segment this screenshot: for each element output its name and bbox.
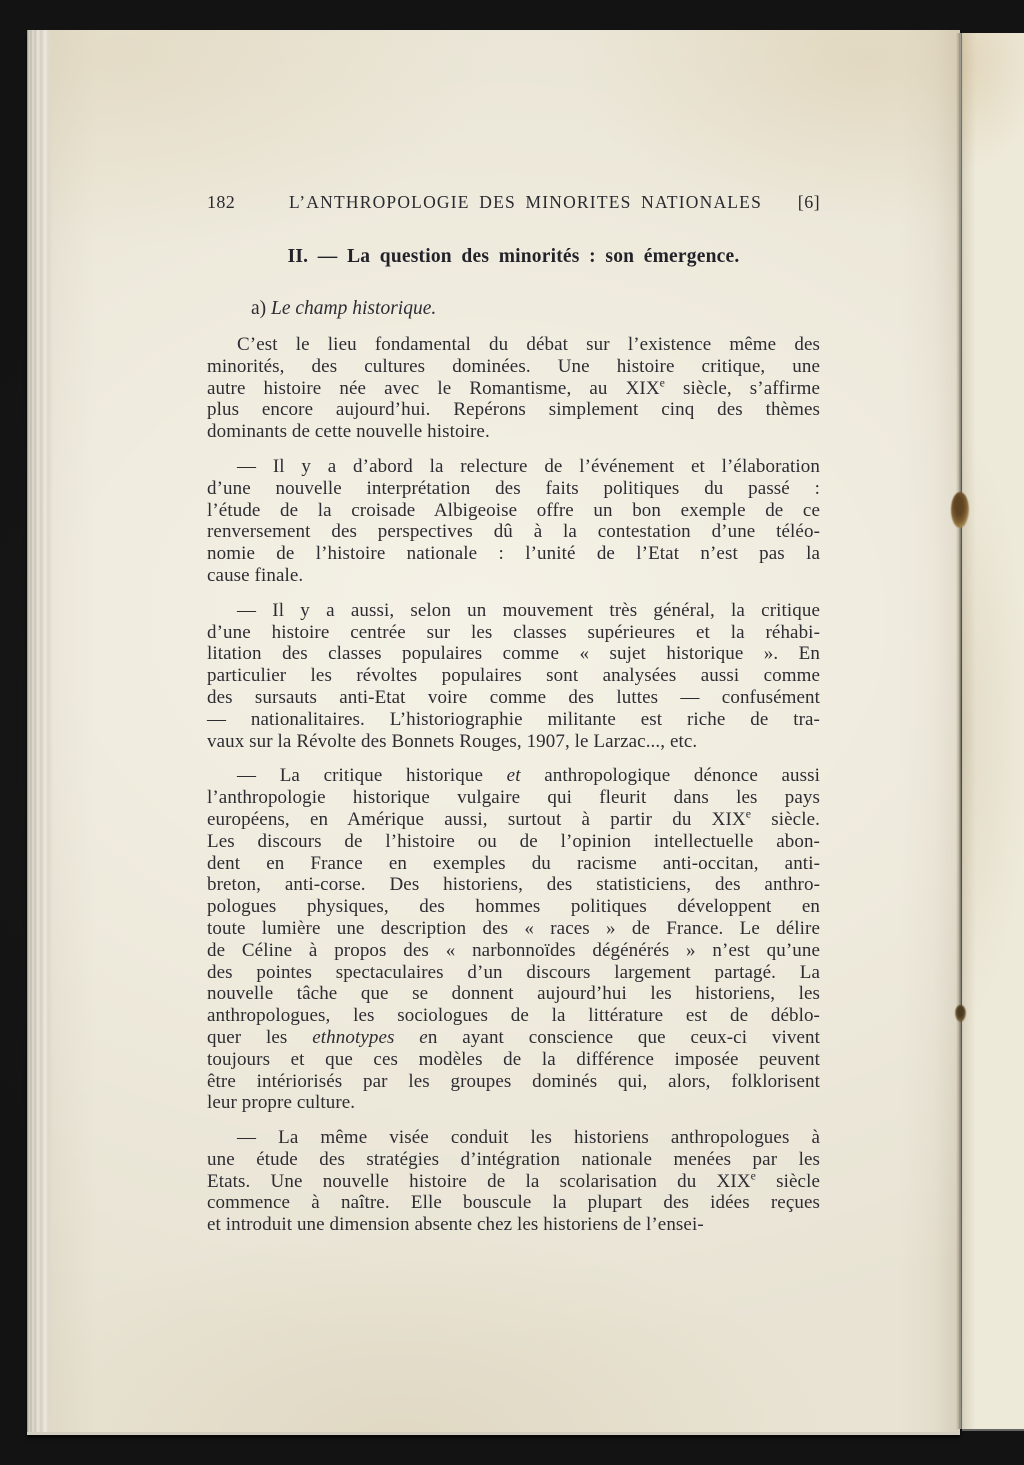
page-number: 182 xyxy=(207,192,236,212)
text-line: C’est le lieu fondamental du débat sur l’existence même des xyxy=(237,334,820,355)
glue-residue-spot xyxy=(951,492,969,528)
text-line: dent en France en exemples du racisme anti-occitan, anti- xyxy=(207,852,820,874)
subsection-heading xyxy=(207,298,820,320)
running-header xyxy=(207,192,820,213)
text-line: litation des classes populaires comme « sujet historique ». En xyxy=(207,643,820,665)
text-line: pologues physiques, des hommes politiques développent en xyxy=(207,896,820,918)
text-line: particulier les révoltes populaires sont analysées aussi comme xyxy=(207,665,820,687)
text-line: des sursauts anti-Etat voire comme des luttes — confusément xyxy=(207,686,820,708)
text-line: être intériorisés par les groupes dominés qui, alors, folklorisent xyxy=(207,1070,820,1092)
text-line: de Céline à propos des « narbonnoïdes dégénérés » n’est qu’une xyxy=(207,939,820,961)
text-line: et introduit une dimension absente chez les historiens de l’ensei- xyxy=(207,1214,704,1236)
page-seam-highlight xyxy=(960,33,962,1429)
text-line: une étude des stratégies d’intégration nationale menées par les xyxy=(207,1148,820,1170)
text-line: quer les ethnotypes en ayant conscience que ceux-ci vivent xyxy=(207,1026,821,1048)
page-body xyxy=(207,334,820,1236)
text-line: Etats. Une nouvelle histoire de la scolarisation du XIXe siècle xyxy=(207,1169,820,1192)
text-line: plus encore aujourd’hui. Repérons simplement cinq des thèmes xyxy=(207,399,820,421)
paragraph xyxy=(207,600,820,753)
text-line: — Il y a aussi, selon un mouvement très général, la critique xyxy=(237,599,820,621)
paragraph xyxy=(207,334,820,443)
paragraph xyxy=(207,456,820,587)
text-line: toujours et que ces modèles de la différence imposée peuvent xyxy=(207,1048,820,1070)
text-line: vaux sur la Révolte des Bonnets Rouges, 1907, le Larzac..., etc. xyxy=(207,730,698,752)
text-line: minorités, des cultures dominées. Une histoire critique, une xyxy=(207,355,820,377)
page-stack-edges xyxy=(27,30,53,1432)
text-line: renversement des perspectives dû à la contestation d’une téléo- xyxy=(207,521,820,543)
subsection-marker: a) xyxy=(251,298,267,319)
text-line: toute lumière une description des « races » de France. Le délire xyxy=(207,917,820,939)
text-line: des pointes spectaculaires d’un discours largement partagé. La xyxy=(207,961,820,983)
text-line: nomie de l’histoire nationale : l’unité de l’Etat n’est pas la xyxy=(207,543,820,565)
paragraph xyxy=(207,1127,820,1236)
text-line: leur propre culture. xyxy=(207,1092,356,1114)
next-page-edge xyxy=(962,33,1024,1429)
text-line: Les discours de l’histoire ou de l’opinion intellectuelle abon- xyxy=(207,830,820,852)
section-heading: II. — La question des minorités : son émergence. xyxy=(287,246,740,267)
subsection-title: Le champ historique. xyxy=(271,298,437,319)
text-line: commence à naître. Elle bouscule la plupart des idées reçues xyxy=(207,1192,820,1214)
text-line: — Il y a d’abord la relecture de l’événement et l’élaboration xyxy=(237,455,820,477)
text-line: — La même visée conduit les historiens anthropologues à xyxy=(237,1127,820,1149)
glue-residue-spot xyxy=(955,1005,966,1022)
paragraph xyxy=(207,765,820,1114)
text-line: — La critique historique et anthropologique dénonce aussi xyxy=(237,765,820,787)
text-line: — nationalitaires. L’historiographie militante est riche de tra- xyxy=(207,708,820,730)
book-page xyxy=(27,30,960,1432)
text-line: d’une histoire centrée sur les classes supérieures et la réhabi- xyxy=(207,621,820,643)
text-line: anthropologues, les sociologues de la littérature est de déblo- xyxy=(207,1005,820,1027)
text-line: dominants de cette nouvelle histoire. xyxy=(207,421,490,443)
running-title: L’ANTHROPOLOGIE DES MINORITES NATIONALES xyxy=(288,192,763,212)
text-line: européens, en Amérique aussi, surtout à partir du XIXe siècle. xyxy=(207,807,820,830)
text-line: autre histoire née avec le Romantisme, au XIXe siècle, s’affirme xyxy=(207,376,820,399)
text-line: l’anthropologie historique vulgaire qui fleurit dans les pays xyxy=(207,787,820,809)
text-line: l’étude de la croisade Albigeoise offre un bon exemple de ce xyxy=(207,499,820,521)
text-line: cause finale. xyxy=(207,564,304,586)
text-column xyxy=(207,192,820,1236)
text-line: breton, anti-corse. Des historiens, des statisticiens, des anthro- xyxy=(207,874,820,896)
folio-number: [6] xyxy=(797,192,820,212)
text-line: nouvelle tâche que se donnent aujourd’hui les historiens, les xyxy=(207,983,820,1005)
text-line: d’une nouvelle interprétation des faits politiques du passé : xyxy=(207,477,820,499)
